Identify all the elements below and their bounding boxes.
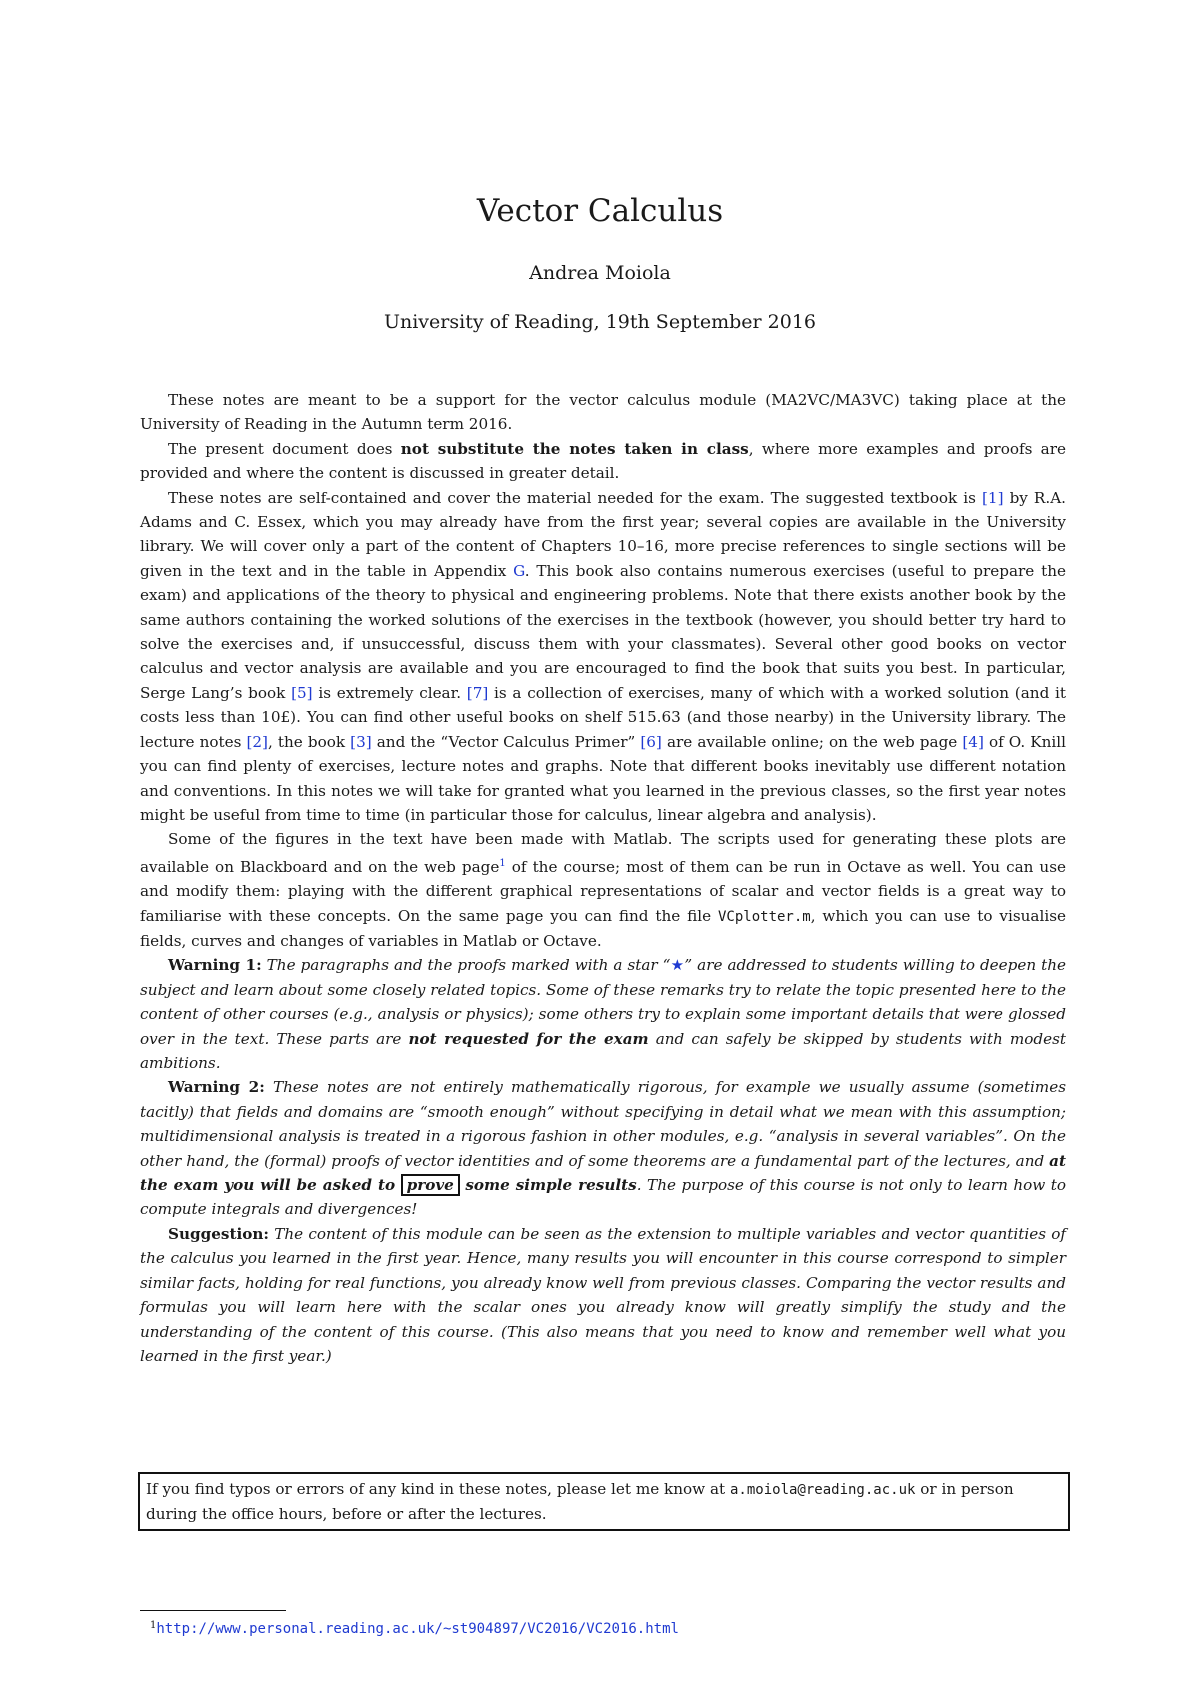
warning-text: . The purpose of this course is not only to learn how to compute integrals and divergences! bbox=[140, 1176, 1067, 1219]
citation-link-4[interactable]: [4] bbox=[962, 732, 984, 751]
star-icon: ★ bbox=[670, 956, 685, 975]
citation-link-5[interactable]: [5] bbox=[291, 683, 313, 702]
bold-text: some simple results bbox=[465, 1176, 637, 1195]
email-address[interactable]: a.moiola@reading.ac.uk bbox=[730, 1482, 916, 1498]
appendix-link[interactable]: G bbox=[513, 561, 525, 580]
paragraph-text: , where more examples and proofs are provided and where the content is discussed in greater detail. bbox=[140, 439, 1066, 483]
footnote-rule bbox=[140, 1610, 286, 1611]
citation-link-7[interactable]: [7] bbox=[466, 683, 489, 702]
warning-label: Warning 2: bbox=[168, 1078, 265, 1097]
paragraph-matlab bbox=[140, 827, 1066, 953]
author-name: Andrea Moiola bbox=[529, 262, 671, 284]
warning-text: The paragraphs and the proofs marked with a star “ bbox=[261, 956, 671, 975]
warning-text: and can safely be skipped by students with modest ambitions. bbox=[140, 1029, 1067, 1073]
suggestion bbox=[140, 1222, 1066, 1368]
paragraph-text: are available online; on the web page bbox=[661, 732, 963, 751]
footnote-marker[interactable]: 1 bbox=[499, 857, 506, 869]
citation-link-1[interactable]: [1] bbox=[982, 488, 1004, 507]
paragraph-text: , which you can use to visualise fields, curves and changes of variables in Matlab or Octave. bbox=[140, 906, 1066, 950]
paragraph-textbook bbox=[140, 486, 1066, 828]
paragraph-intro bbox=[140, 388, 1066, 437]
paragraph-text: These notes are meant to be a support for the vector calculus module (MA2VC/MA3VC) taking place at the University of Reading in the Autumn term 2016. bbox=[140, 391, 1066, 434]
footnote-number: 1 bbox=[150, 1620, 157, 1631]
paragraph-text: of the course; most of them can be run in Octave as well. You can use and modify them: playing with the different graphical representations of scalar and vector fields is a great way to familiarise with these concepts. On the same page you can find the file bbox=[140, 857, 1066, 925]
footnote bbox=[150, 1620, 679, 1637]
bold-text: not requested for the exam bbox=[408, 1029, 649, 1048]
paragraph-text: These notes are self-contained and cover the material needed for the exam. The suggested textbook is bbox=[168, 488, 982, 507]
paragraph-text: Some of the figures in the text have been made with Matlab. The scripts used for generating these plots are available on Blackboard and on the web page bbox=[140, 830, 1066, 876]
suggestion-text: The content of this module can be seen as the extension to multiple variables and vector quantities of the calculus you learned in the first year. Hence, many results you will encounter in this course correspond to simpler similar facts, holding for real functions, you already know well from previous classes. Comparing the vector results and formulas you will learn here with the scalar ones you already know will greatly simplify the study and the understanding of the content of this course. (This also means that you need to know and remember well what you learned in the first year.) bbox=[140, 1224, 1066, 1365]
code-filename: VCplotter.m bbox=[718, 908, 811, 925]
paragraph-text: is a collection of exercises, many of which with a worked solution (and it costs less than 10£). You can find other useful books on shelf 515.63 (and those nearby) in the University library. The lecture notes bbox=[140, 683, 1066, 751]
contact-text: or in person during the office hours, before or after the lectures. bbox=[146, 1480, 1014, 1523]
paragraph-notice bbox=[140, 437, 1066, 486]
paragraph-text: . This book also contains numerous exercises (useful to prepare the exam) and applications of the theory to physical and engineering problems. Note that there exists another book by the same authors containing the worked solutions of the exercises in the textbook (however, you should better try hard to solve the exercises and, if unsuccessful, discuss them with your classmates). Several other good books on vector calculus and vector analysis are available and you are encouraged to find the book that suits you best. In particular, Serge Lang’s book bbox=[140, 561, 1066, 702]
citation-link-6[interactable]: [6] bbox=[640, 732, 662, 751]
paragraph-text: and the “Vector Calculus Primer” bbox=[371, 732, 641, 751]
body-text bbox=[140, 388, 1066, 1368]
boxed-word: prove bbox=[401, 1174, 460, 1196]
paragraph-text: of O. Knill you can find plenty of exercises, lecture notes and graphs. Note that different books inevitably use different notation and conventions. In this notes we will take for granted what you learned in the previous classes, so the first year notes might be useful from time to time (in particular those for calculus, linear algebra and analysis). bbox=[140, 732, 1066, 824]
paragraph-text: The present document does bbox=[168, 439, 401, 458]
paper-title: Vector Calculus bbox=[476, 193, 724, 229]
citation-link-2[interactable]: [2] bbox=[246, 732, 268, 751]
paragraph-text: is extremely clear. bbox=[312, 683, 467, 702]
footnote-url-link[interactable]: http://www.personal.reading.ac.uk/~st904897/VC2016/VC2016.html bbox=[156, 1621, 679, 1638]
suggestion-label: Suggestion: bbox=[168, 1224, 270, 1243]
warning-1 bbox=[140, 953, 1066, 1075]
paragraph-text: , the book bbox=[267, 732, 351, 751]
paragraph-text: by R.A. Adams and C. Essex, which you may already have from the first year; several copies are available in the University library. We will cover only a part of the content of Chapters 10–16, more precise references to single sections will be given in the text and in the table in Appendix bbox=[140, 488, 1066, 580]
warning-label: Warning 1: bbox=[168, 956, 262, 975]
affiliation-date: University of Reading, 19th September 2016 bbox=[383, 311, 817, 333]
contact-box bbox=[138, 1472, 1070, 1531]
citation-link-3[interactable]: [3] bbox=[350, 732, 372, 751]
warning-2 bbox=[140, 1075, 1066, 1221]
warning-text: These notes are not entirely mathematically rigorous, for example we usually assume (sometimes tacitly) that fields and domains are “smooth enough” without specifying in detail what we mean with this assumption; multidimensional analysis is treated in a rigorous fashion in other modules, e.g. “analysis in several variables”. On the other hand, the (formal) proofs of vector identities and of some theorems are a fundamental part of the lectures, and bbox=[140, 1078, 1066, 1170]
contact-text: If you find typos or errors of any kind in these notes, please let me know at bbox=[146, 1480, 730, 1498]
warning-text: ” are addressed to students willing to deepen the subject and learn about some closely related topics. Some of these remarks try to relate the topic presented here to the content of other courses (e.g., analysis or physics); some others try to explain some important details that were glossed over in the text. These parts are bbox=[140, 956, 1067, 1048]
bold-text: at the exam you will be asked to bbox=[140, 1151, 1066, 1195]
bold-text: not substitute the notes taken in class bbox=[400, 439, 749, 458]
